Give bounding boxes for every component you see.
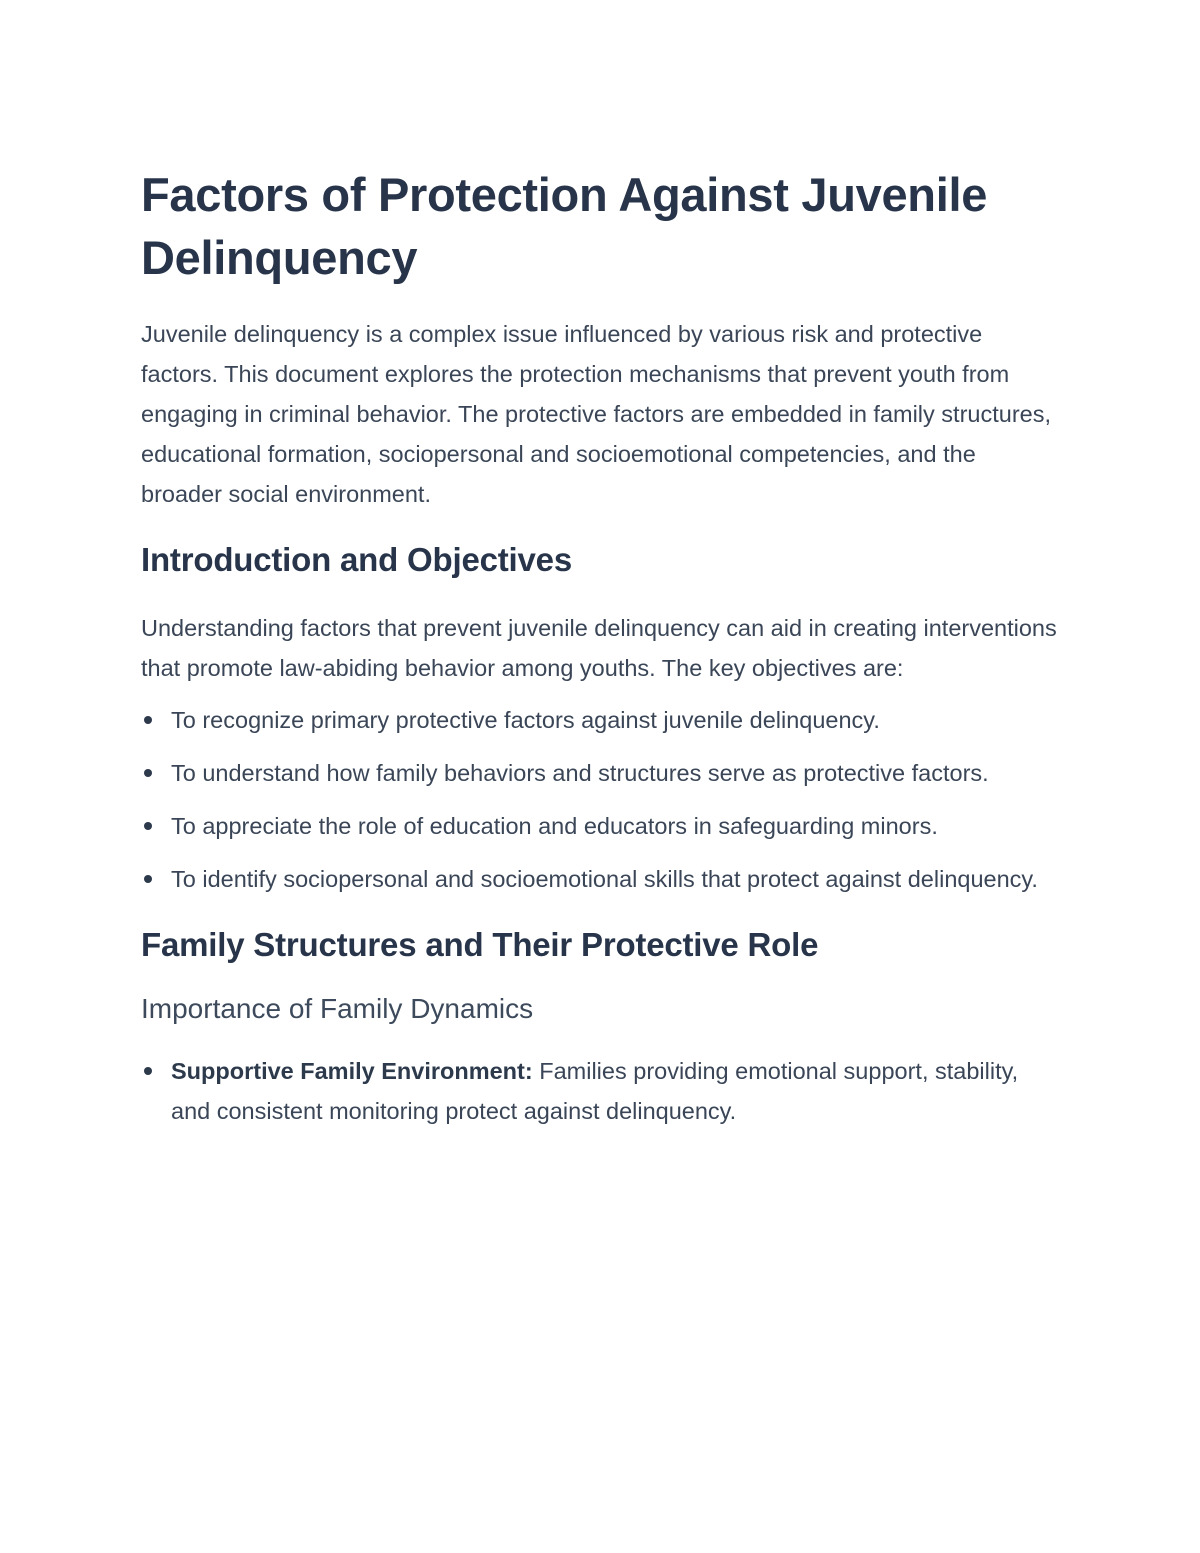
bullet-icon (144, 716, 152, 724)
bullet-icon (144, 875, 152, 883)
document-page (141, 163, 1061, 1144)
list-item-text: To understand how family behaviors and structures serve as protective factors. (171, 760, 989, 786)
list-item (141, 806, 1061, 846)
subheading-family-dynamics: Importance of Family Dynamics (141, 993, 534, 1024)
bullet-icon (144, 769, 152, 777)
objectives-paragraph: Understanding factors that prevent juvenile delinquency can aid in creating interventions that promote law-abiding behavior among youths. The key objectives are: (141, 615, 1057, 681)
section-heading-introduction: Introduction and Objectives (141, 541, 572, 578)
list-item-text: Families providing emotional support, stability, and consistent monitoring protect against delinquency. (171, 1058, 1019, 1124)
list-item-text: To appreciate the role of education and educators in safeguarding minors. (171, 813, 938, 839)
objectives-list (141, 700, 1061, 899)
list-item (141, 859, 1061, 899)
list-item (141, 753, 1061, 793)
list-item-term: Supportive Family Environment: (171, 1058, 533, 1084)
bullet-icon (144, 822, 152, 830)
list-item-text: To recognize primary protective factors against juvenile delinquency. (171, 707, 880, 733)
bullet-icon (144, 1067, 152, 1075)
section-heading-family: Family Structures and Their Protective Role (141, 926, 819, 963)
list-item-text: To identify sociopersonal and socioemotional skills that protect against delinquency. (171, 866, 1038, 892)
document-title: Factors of Protection Against Juvenile Delinquency (141, 168, 988, 284)
family-list (141, 1051, 1061, 1131)
list-item (141, 700, 1061, 740)
list-item (141, 1051, 1061, 1131)
intro-paragraph: Juvenile delinquency is a complex issue influenced by various risk and protective factors. This document explores the protection mechanisms that prevent youth from engaging in criminal behavior. The protective factors are embedded in family structures, educational formation, sociopersonal and socioemotional competencies, and the broader social environment. (141, 321, 1052, 507)
